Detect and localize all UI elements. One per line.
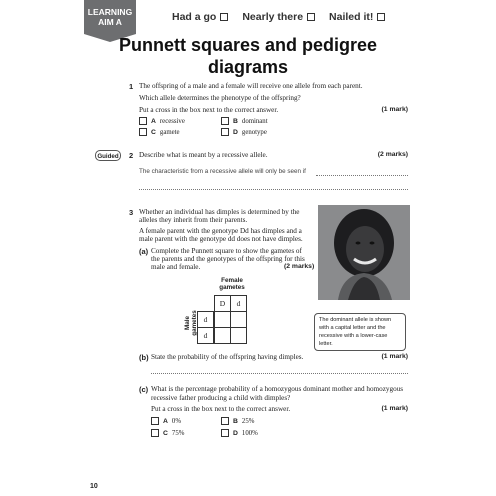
answer-box-icon[interactable] xyxy=(139,117,147,125)
woman-photo xyxy=(318,205,410,300)
q3c-instruction: Put a cross in the box next to the correct answer. xyxy=(151,405,291,413)
question-1-number: 1 xyxy=(129,82,134,91)
self-check-nearly-there[interactable]: Nearly there xyxy=(242,11,315,23)
tab-label-line1: LEARNING xyxy=(87,7,133,17)
q1-marks: (1 mark) xyxy=(381,106,408,113)
q3-para-line1: A female parent with the genotype Dd has dimples and a xyxy=(139,227,302,235)
q3a-label: (a) xyxy=(139,247,149,256)
q1-option-a[interactable]: A recessive xyxy=(139,117,185,125)
q2-marks: (2 marks) xyxy=(377,151,408,158)
page-title: Punnett squares and pedigree diagrams xyxy=(118,35,378,77)
q3-intro-line2: alleles they inherit from their parents. xyxy=(139,216,248,224)
q3c-option-d[interactable]: D 100% xyxy=(221,429,258,437)
q3-para-line2: male parent with the genotype dd does not have dimples. xyxy=(139,235,303,243)
question-2-number: 2 xyxy=(129,151,134,160)
q1-question: Which allele determines the phenotype of the offspring? xyxy=(139,94,301,102)
male-gamete-1: d xyxy=(197,311,214,328)
guided-badge: Guided xyxy=(95,150,121,161)
learning-aim-tab xyxy=(84,0,136,34)
female-gamete-1: D xyxy=(214,295,231,312)
male-gametes-label: Male gametes xyxy=(184,310,198,336)
q3a-marks: (2 marks) xyxy=(284,263,315,270)
checkbox-icon[interactable] xyxy=(307,13,315,21)
answer-box-icon[interactable] xyxy=(139,128,147,136)
offspring-cell[interactable] xyxy=(214,311,231,328)
q3c-option-a[interactable]: A 0% xyxy=(151,417,181,425)
punnett-square xyxy=(197,295,259,347)
q1-option-c[interactable]: C gamete xyxy=(139,128,180,136)
female-gametes-label: Female gametes xyxy=(219,277,245,291)
photo-illustration xyxy=(318,205,410,300)
q3-intro-line1: Whether an individual has dimples is determined by the xyxy=(139,208,300,216)
answer-box-icon[interactable] xyxy=(151,417,159,425)
q3b-label: (b) xyxy=(139,353,149,362)
self-check-bar xyxy=(172,11,385,23)
q3a-text-line1: Complete the Punnett square to show the gametes of xyxy=(151,247,302,255)
q2-answer-starter: The characteristic from a recessive allele will only be seen if xyxy=(139,168,306,175)
answer-box-icon[interactable] xyxy=(221,429,229,437)
question-3-number: 3 xyxy=(129,208,134,217)
dominant-allele-note: The dominant allele is shown with a capital letter and the recessive with a lower-case letter. xyxy=(314,313,406,351)
male-gamete-2: d xyxy=(197,327,214,344)
q3a-text-line2: the parents and the genotypes of the offspring for this xyxy=(151,255,305,263)
answer-box-icon[interactable] xyxy=(221,128,229,136)
tab-label-line2: AIM A xyxy=(98,17,122,27)
female-gamete-2: d xyxy=(230,295,247,312)
offspring-cell[interactable] xyxy=(230,327,247,344)
answer-line[interactable] xyxy=(139,188,408,190)
offspring-cell[interactable] xyxy=(230,311,247,328)
self-check-nailed-it[interactable]: Nailed it! xyxy=(329,11,385,23)
q1-instruction: Put a cross in the box next to the correct answer. xyxy=(139,106,279,114)
offspring-cell[interactable] xyxy=(214,327,231,344)
self-check-had-a-go[interactable]: Had a go xyxy=(172,11,228,23)
q3c-option-b[interactable]: B 25% xyxy=(221,417,254,425)
q3b-text: State the probability of the offspring having dimples. xyxy=(151,353,304,361)
q3b-marks: (1 mark) xyxy=(381,353,408,360)
answer-box-icon[interactable] xyxy=(221,117,229,125)
checkbox-icon[interactable] xyxy=(220,13,228,21)
q3c-text-line1: What is the percentage probability of a homozygous dominant mother and homozygous xyxy=(151,385,404,393)
q2-question: Describe what is meant by a recessive allele. xyxy=(139,151,268,159)
q3a-text-line3: male and female. xyxy=(151,263,201,271)
q1-option-b[interactable]: B dominant xyxy=(221,117,268,125)
q1-text: The offspring of a male and a female will receive one allele from each parent. xyxy=(139,82,363,90)
answer-line[interactable] xyxy=(151,372,408,374)
answer-box-icon[interactable] xyxy=(221,417,229,425)
q3c-option-c[interactable]: C 75% xyxy=(151,429,184,437)
answer-line[interactable] xyxy=(316,174,408,176)
page-number: 10 xyxy=(90,483,98,490)
q1-option-d[interactable]: D genotype xyxy=(221,128,267,136)
q3c-label: (c) xyxy=(139,385,149,394)
q3c-marks: (1 mark) xyxy=(381,405,408,412)
answer-box-icon[interactable] xyxy=(151,429,159,437)
q3c-text-line2: recessive father producing a child with dimples? xyxy=(151,394,291,402)
checkbox-icon[interactable] xyxy=(377,13,385,21)
